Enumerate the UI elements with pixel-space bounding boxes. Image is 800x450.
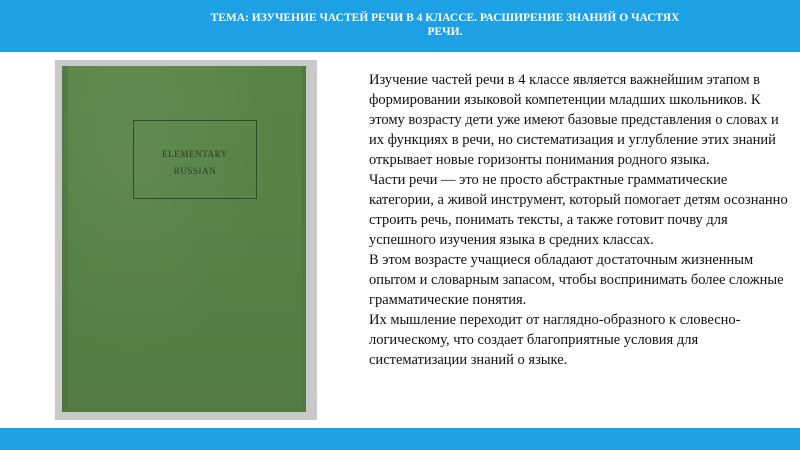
book-image bbox=[55, 60, 317, 420]
paragraph-1: Изучение частей речи в 4 классе является важнейшим этапом в формировании языковой компетенции младших школьников. К этому возрасту дети уже имеют базовые представления о словах и их функциях в речи, но систематизация и углубление этих знаний открывает новые горизонты понимания родного языка. bbox=[369, 72, 779, 168]
book-cover-label bbox=[133, 120, 257, 199]
paragraph-3: В этом возрасте учащиеся обладают достаточным жизненным опытом и словарным запасом, чтобы воспринимать более сложные грамматические понятия. bbox=[369, 252, 784, 308]
slide-title: ТЕМА: ИЗУЧЕНИЕ ЧАСТЕЙ РЕЧИ В 4 КЛАССЕ. РАСШИРЕНИЕ ЗНАНИЙ О ЧАСТЯХ РЕЧИ. bbox=[210, 12, 680, 38]
book-spine-shadow bbox=[62, 66, 68, 409]
body-text bbox=[369, 70, 789, 370]
paragraph-2: Части речи — это не просто абстрактные грамматические категории, а живой инструмент, который помогает детям осознанно строить речь, понимать тексты, а также готовит почву для успешного изучения языка в средних классах. bbox=[369, 172, 788, 248]
book-cover-line-2: RUSSIAN bbox=[173, 166, 217, 176]
book-cover bbox=[62, 66, 306, 412]
footer-bar bbox=[0, 428, 800, 450]
paragraph-4: Их мышление переходит от наглядно-образного к словесно-логическому, что создает благоприятные условия для систематизации знаний о языке. bbox=[369, 312, 741, 368]
book-cover-line-1: ELEMENTARY bbox=[162, 149, 228, 159]
